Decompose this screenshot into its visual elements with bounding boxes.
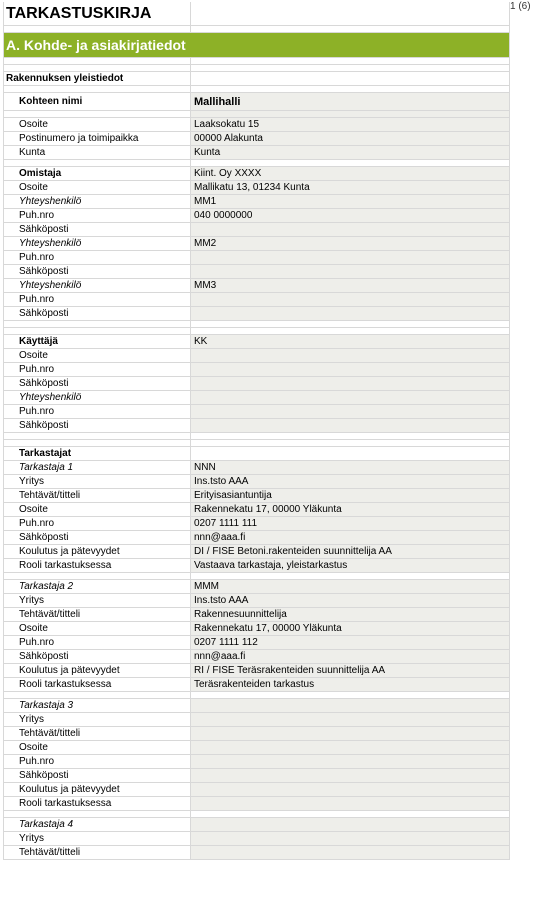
field-value[interactable]: nnn@aaa.fi — [191, 650, 510, 663]
kayttaja-heading: Käyttäjä — [4, 335, 191, 348]
field-label: Tarkastaja 4 — [4, 818, 191, 831]
field-value[interactable]: Kunta — [191, 146, 510, 159]
field-value[interactable]: RI / FISE Teräsrakenteiden suunnittelija AA — [191, 664, 510, 677]
field-label: Rooli tarkastuksessa — [4, 678, 191, 691]
field-label: Puh.nro — [4, 209, 191, 222]
field-value[interactable]: Ins.tsto AAA — [191, 475, 510, 488]
kohde-name-row — [4, 93, 510, 111]
field-value[interactable]: Rakennekatu 17, 00000 Yläkunta — [191, 622, 510, 635]
field-label: Puh.nro — [4, 293, 191, 306]
email-row — [4, 265, 510, 279]
kohde-municipality-row — [4, 146, 510, 160]
field-label: Yhteyshenkilö — [4, 237, 191, 250]
section-header — [4, 33, 510, 58]
inspection-sheet — [3, 2, 510, 860]
field-label: Puh.nro — [4, 405, 191, 418]
field-value[interactable] — [191, 349, 510, 362]
field-value[interactable]: Ins.tsto AAA — [191, 594, 510, 607]
field-label: Tehtävät/titteli — [4, 846, 191, 859]
field-value[interactable] — [191, 223, 510, 236]
field-label: Osoite — [4, 349, 191, 362]
field-label: Tarkastaja 3 — [4, 699, 191, 712]
field-value[interactable] — [191, 846, 510, 859]
field-value[interactable] — [191, 797, 510, 810]
field-value[interactable]: 0207 1111 111 — [191, 517, 510, 530]
field-value[interactable]: Laaksokatu 15 — [191, 118, 510, 131]
field-label: Puh.nro — [4, 755, 191, 768]
title-row — [4, 2, 510, 26]
field-label: Yritys — [4, 832, 191, 845]
field-value[interactable]: DI / FISE Betoni.rakenteiden suunnittelija AA — [191, 545, 510, 558]
field-label: Yritys — [4, 594, 191, 607]
field-value[interactable] — [191, 832, 510, 845]
field-label: Puh.nro — [4, 251, 191, 264]
field-value[interactable] — [191, 783, 510, 796]
field-value[interactable]: Mallikatu 13, 01234 Kunta — [191, 181, 510, 194]
field-label: Koulutus ja pätevyydet — [4, 664, 191, 677]
phone-row — [4, 251, 510, 265]
field-label: Sähköposti — [4, 307, 191, 320]
field-label: Yritys — [4, 475, 191, 488]
field-label: Postinumero ja toimipaikka — [4, 132, 191, 145]
field-label: Sähköposti — [4, 265, 191, 278]
field-value[interactable] — [191, 293, 510, 306]
field-label: Tehtävät/titteli — [4, 489, 191, 502]
field-value[interactable]: 00000 Alakunta — [191, 132, 510, 145]
kohde-postal-row — [4, 132, 510, 146]
omistaja-row — [4, 167, 510, 181]
phone-row — [4, 209, 510, 223]
field-label: Osoite — [4, 741, 191, 754]
field-value[interactable] — [191, 363, 510, 376]
field-value[interactable] — [191, 755, 510, 768]
field-value[interactable] — [191, 307, 510, 320]
field-label: Tehtävät/titteli — [4, 608, 191, 621]
field-label: Tarkastaja 2 — [4, 580, 191, 593]
field-label: Sähköposti — [4, 377, 191, 390]
field-label: Sähköposti — [4, 650, 191, 663]
tarkastajat-heading: Tarkastajat — [4, 447, 191, 460]
field-value[interactable]: Kiint. Oy XXXX — [191, 167, 510, 180]
field-value[interactable]: MM3 — [191, 279, 510, 292]
field-value[interactable] — [191, 769, 510, 782]
field-label: Sähköposti — [4, 769, 191, 782]
field-label: Yritys — [4, 713, 191, 726]
phone-row — [4, 293, 510, 307]
field-label: Puh.nro — [4, 517, 191, 530]
field-label: Kunta — [4, 146, 191, 159]
field-label: Yhteyshenkilö — [4, 391, 191, 404]
kayttaja-row — [4, 335, 510, 349]
field-value[interactable]: Rakennesuunnittelija — [191, 608, 510, 621]
field-value[interactable] — [191, 405, 510, 418]
field-value[interactable] — [191, 741, 510, 754]
field-value[interactable]: NNN — [191, 461, 510, 474]
tarkastajat-heading-row — [4, 447, 510, 461]
kohde-address-row — [4, 118, 510, 132]
field-label: Sähköposti — [4, 223, 191, 236]
field-label: Tarkastaja 1 — [4, 461, 191, 474]
field-label: Osoite — [4, 622, 191, 635]
field-value[interactable]: MMM — [191, 580, 510, 593]
field-label: Osoite — [4, 181, 191, 194]
field-label: Osoite — [4, 503, 191, 516]
email-row — [4, 223, 510, 237]
contact-row — [4, 279, 510, 293]
field-value[interactable] — [191, 391, 510, 404]
field-label: Yhteyshenkilö — [4, 195, 191, 208]
omistaja-address-row — [4, 181, 510, 195]
field-label: Tehtävät/titteli — [4, 727, 191, 740]
subsection-title: Rakennuksen yleistiedot — [4, 72, 191, 85]
field-value[interactable]: Vastaava tarkastaja, yleistarkastus — [191, 559, 510, 572]
field-value[interactable]: 0207 1111 112 — [191, 636, 510, 649]
omistaja-heading: Omistaja — [4, 167, 191, 180]
field-value[interactable]: 040 0000000 — [191, 209, 510, 222]
page-number: 1 (6) — [510, 1, 531, 12]
field-value[interactable]: Erityisasiantuntija — [191, 489, 510, 502]
kohde-name-value[interactable]: Mallihalli — [191, 93, 510, 110]
field-label: Koulutus ja pätevyydet — [4, 783, 191, 796]
field-value[interactable] — [191, 265, 510, 278]
subsection-row — [4, 72, 510, 86]
field-label: Puh.nro — [4, 363, 191, 376]
field-value[interactable] — [191, 419, 510, 432]
field-value[interactable]: MM2 — [191, 237, 510, 250]
kohde-name-label: Kohteen nimi — [4, 93, 191, 110]
email-row — [4, 307, 510, 321]
field-value[interactable]: KK — [191, 335, 510, 348]
section-title: A. Kohde- ja asiakirjatiedot — [6, 37, 186, 53]
field-value[interactable] — [191, 377, 510, 390]
field-label: Osoite — [4, 118, 191, 131]
field-value[interactable] — [191, 727, 510, 740]
field-label: Sähköposti — [4, 531, 191, 544]
field-value[interactable]: MM1 — [191, 195, 510, 208]
field-label: Rooli tarkastuksessa — [4, 559, 191, 572]
field-value[interactable]: Rakennekatu 17, 00000 Yläkunta — [191, 503, 510, 516]
field-value[interactable] — [191, 713, 510, 726]
field-label: Rooli tarkastuksessa — [4, 797, 191, 810]
field-value[interactable]: nnn@aaa.fi — [191, 531, 510, 544]
field-value[interactable]: Teräsrakenteiden tarkastus — [191, 678, 510, 691]
field-value[interactable] — [191, 818, 510, 831]
field-value[interactable] — [191, 699, 510, 712]
field-value[interactable] — [191, 251, 510, 264]
document-title: TARKASTUSKIRJA — [4, 2, 191, 25]
field-label: Puh.nro — [4, 636, 191, 649]
field-label: Yhteyshenkilö — [4, 279, 191, 292]
contact-row — [4, 195, 510, 209]
field-label: Sähköposti — [4, 419, 191, 432]
field-label: Koulutus ja pätevyydet — [4, 545, 191, 558]
contact-row — [4, 237, 510, 251]
